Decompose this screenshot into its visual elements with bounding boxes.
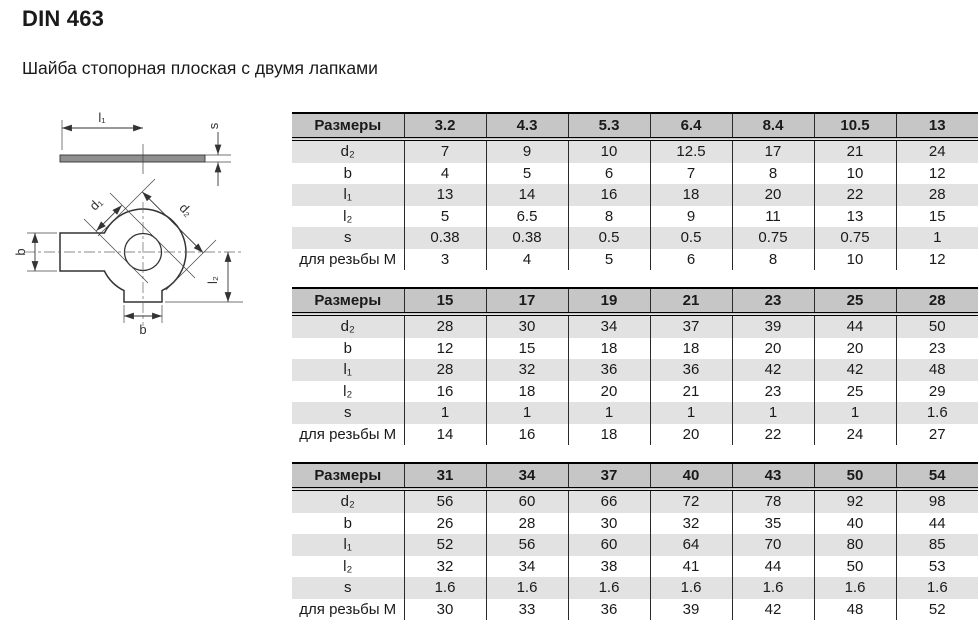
dimension-label: для резьбы М (299, 600, 397, 618)
value-cell: 32 (650, 513, 732, 535)
value-cell: 1.6 (732, 577, 814, 599)
size-column-header: 4.3 (486, 113, 568, 139)
value-cell: 1.6 (568, 577, 650, 599)
value-cell: 23 (896, 338, 978, 360)
value-cell: 28 (896, 184, 978, 206)
value-cell: 42 (814, 359, 896, 381)
dimension-label: l₂ (343, 207, 353, 225)
value-cell: 41 (650, 556, 732, 578)
dim-label-l2: l₂ (205, 276, 220, 284)
value-cell: 0.75 (732, 227, 814, 249)
value-cell: 1.6 (486, 577, 568, 599)
value-cell: 20 (650, 424, 732, 446)
value-cell: 72 (650, 489, 732, 513)
value-cell: 38 (568, 556, 650, 578)
value-cell: 9 (650, 206, 732, 228)
page-title: DIN 463 (22, 6, 105, 31)
dim-label-l1: l₁ (98, 110, 106, 125)
table-row (292, 249, 978, 271)
value-cell: 15 (896, 206, 978, 228)
value-cell: 15 (486, 338, 568, 360)
size-column-header: 17 (486, 288, 568, 314)
value-cell: 1.6 (896, 402, 978, 424)
value-cell: 1 (568, 402, 650, 424)
size-column-header: 10.5 (814, 113, 896, 139)
value-cell: 10 (814, 249, 896, 271)
value-cell: 78 (732, 489, 814, 513)
side-view (60, 110, 231, 186)
value-cell: 53 (896, 556, 978, 578)
dim-label-d2: d₂ (176, 200, 196, 220)
size-column-header: 43 (732, 463, 814, 489)
value-cell: 28 (404, 359, 486, 381)
dimension-label: для резьбы М (299, 425, 397, 443)
value-cell: 1.6 (896, 577, 978, 599)
dim-label-d1: d₁ (86, 194, 106, 214)
size-column-header: 21 (650, 288, 732, 314)
value-cell: 7 (404, 139, 486, 163)
value-cell: 23 (732, 381, 814, 403)
value-cell: 17 (732, 139, 814, 163)
value-cell: 0.38 (486, 227, 568, 249)
value-cell: 12 (896, 249, 978, 271)
dimension-label: l₁ (292, 359, 404, 381)
value-cell: 24 (814, 424, 896, 446)
table-row (292, 314, 978, 338)
value-cell: 14 (486, 184, 568, 206)
table-row (292, 227, 978, 249)
table-row (292, 489, 978, 513)
value-cell: 12 (896, 163, 978, 185)
table-row (292, 599, 978, 621)
spec-tables (292, 112, 979, 637)
value-cell: 1.6 (814, 577, 896, 599)
value-cell: 60 (486, 489, 568, 513)
dimension-label: d₂ (292, 489, 404, 513)
table-row (292, 184, 978, 206)
value-cell: 44 (814, 314, 896, 338)
value-cell: 27 (896, 424, 978, 446)
table-row (292, 338, 978, 360)
value-cell: 12.5 (650, 139, 732, 163)
value-cell: 22 (814, 184, 896, 206)
value-cell: 0.38 (404, 227, 486, 249)
value-cell: 16 (486, 424, 568, 446)
size-column-header: 13 (896, 113, 978, 139)
value-cell: 66 (568, 489, 650, 513)
dimension-label: s (292, 577, 404, 599)
spec-table-3 (292, 462, 978, 620)
value-cell: 48 (896, 359, 978, 381)
value-cell: 6 (650, 249, 732, 271)
value-cell: 1 (896, 227, 978, 249)
value-cell: 30 (404, 599, 486, 621)
table-row (292, 359, 978, 381)
size-column-header: 23 (732, 288, 814, 314)
plan-view (13, 179, 243, 337)
value-cell: 1 (404, 402, 486, 424)
size-column-header: 37 (568, 463, 650, 489)
value-cell: 11 (732, 206, 814, 228)
value-cell: 18 (486, 381, 568, 403)
size-column-header: 28 (896, 288, 978, 314)
value-cell: 56 (404, 489, 486, 513)
size-column-header: 34 (486, 463, 568, 489)
value-cell: 40 (814, 513, 896, 535)
dimension-label: b (343, 514, 352, 532)
value-cell: 13 (814, 206, 896, 228)
value-cell: 6.5 (486, 206, 568, 228)
value-cell: 52 (896, 599, 978, 621)
size-column-header: 8.4 (732, 113, 814, 139)
size-column-header: 3.2 (404, 113, 486, 139)
dimension-label: l₂ (343, 382, 353, 400)
size-column-header: 6.4 (650, 113, 732, 139)
size-column-header: 5.3 (568, 113, 650, 139)
value-cell: 98 (896, 489, 978, 513)
value-cell: 5 (568, 249, 650, 271)
table-row (292, 139, 978, 163)
dimension-label: s (292, 227, 404, 249)
value-cell: 8 (732, 163, 814, 185)
value-cell: 21 (650, 381, 732, 403)
value-cell: 20 (732, 184, 814, 206)
value-cell: 37 (650, 314, 732, 338)
size-column-header: 19 (568, 288, 650, 314)
value-cell: 39 (732, 314, 814, 338)
dimension-label: s (292, 402, 404, 424)
value-cell: 39 (650, 599, 732, 621)
table-row (292, 577, 978, 599)
dimension-label: b (343, 339, 352, 357)
size-column-header: 31 (404, 463, 486, 489)
value-cell: 30 (568, 513, 650, 535)
dim-label-b-bottom: b (139, 322, 147, 337)
value-cell: 9 (486, 139, 568, 163)
value-cell: 48 (814, 599, 896, 621)
value-cell: 1 (814, 402, 896, 424)
table-row (292, 556, 978, 578)
value-cell: 10 (568, 139, 650, 163)
value-cell: 52 (404, 534, 486, 556)
dimensions-header: Размеры (292, 288, 404, 314)
table-row (292, 513, 978, 535)
value-cell: 4 (486, 249, 568, 271)
value-cell: 50 (814, 556, 896, 578)
value-cell: 44 (896, 513, 978, 535)
dimension-label: l₂ (343, 557, 353, 575)
value-cell: 16 (404, 381, 486, 403)
value-cell: 28 (404, 314, 486, 338)
value-cell: 25 (814, 381, 896, 403)
value-cell: 0.5 (650, 227, 732, 249)
value-cell: 1 (732, 402, 814, 424)
value-cell: 64 (650, 534, 732, 556)
value-cell: 5 (404, 206, 486, 228)
value-cell: 36 (568, 359, 650, 381)
washer-technical-drawing (0, 100, 290, 420)
value-cell: 33 (486, 599, 568, 621)
value-cell: 16 (568, 184, 650, 206)
value-cell: 42 (732, 599, 814, 621)
value-cell: 36 (650, 359, 732, 381)
page-subtitle: Шайба стопорная плоская с двумя лапками (22, 58, 378, 78)
dim-label-b-left: b (13, 248, 28, 256)
value-cell: 34 (486, 556, 568, 578)
value-cell: 32 (486, 359, 568, 381)
value-cell: 13 (404, 184, 486, 206)
value-cell: 18 (568, 338, 650, 360)
dimension-label: для резьбы М (299, 250, 397, 268)
value-cell: 8 (568, 206, 650, 228)
table-row (292, 163, 978, 185)
value-cell: 30 (486, 314, 568, 338)
value-cell: 36 (568, 599, 650, 621)
dimension-label: l₁ (292, 184, 404, 206)
spec-table-2 (292, 287, 978, 445)
value-cell: 21 (814, 139, 896, 163)
size-column-header: 15 (404, 288, 486, 314)
spec-table-1 (292, 112, 978, 270)
value-cell: 29 (896, 381, 978, 403)
dimension-label: d₂ (292, 139, 404, 163)
value-cell: 32 (404, 556, 486, 578)
value-cell: 12 (404, 338, 486, 360)
value-cell: 7 (650, 163, 732, 185)
value-cell: 20 (732, 338, 814, 360)
value-cell: 1.6 (404, 577, 486, 599)
table-row (292, 206, 978, 228)
dimension-label: l₁ (292, 534, 404, 556)
dimension-label: b (343, 164, 352, 182)
value-cell: 18 (650, 338, 732, 360)
value-cell: 18 (650, 184, 732, 206)
value-cell: 26 (404, 513, 486, 535)
value-cell: 1 (486, 402, 568, 424)
value-cell: 42 (732, 359, 814, 381)
value-cell: 85 (896, 534, 978, 556)
value-cell: 18 (568, 424, 650, 446)
value-cell: 70 (732, 534, 814, 556)
value-cell: 50 (896, 314, 978, 338)
dimensions-header: Размеры (292, 463, 404, 489)
value-cell: 0.75 (814, 227, 896, 249)
value-cell: 80 (814, 534, 896, 556)
value-cell: 22 (732, 424, 814, 446)
value-cell: 24 (896, 139, 978, 163)
size-column-header: 50 (814, 463, 896, 489)
size-column-header: 25 (814, 288, 896, 314)
value-cell: 8 (732, 249, 814, 271)
value-cell: 20 (568, 381, 650, 403)
value-cell: 60 (568, 534, 650, 556)
value-cell: 20 (814, 338, 896, 360)
value-cell: 10 (814, 163, 896, 185)
value-cell: 3 (404, 249, 486, 271)
value-cell: 4 (404, 163, 486, 185)
value-cell: 5 (486, 163, 568, 185)
value-cell: 44 (732, 556, 814, 578)
value-cell: 0.5 (568, 227, 650, 249)
value-cell: 92 (814, 489, 896, 513)
value-cell: 35 (732, 513, 814, 535)
table-row (292, 402, 978, 424)
value-cell: 6 (568, 163, 650, 185)
value-cell: 56 (486, 534, 568, 556)
value-cell: 28 (486, 513, 568, 535)
dimension-label: d₂ (292, 314, 404, 338)
size-column-header: 54 (896, 463, 978, 489)
value-cell: 1 (650, 402, 732, 424)
value-cell: 1.6 (650, 577, 732, 599)
table-row (292, 381, 978, 403)
value-cell: 34 (568, 314, 650, 338)
table-row (292, 534, 978, 556)
dim-label-s: s (206, 122, 221, 130)
value-cell: 14 (404, 424, 486, 446)
size-column-header: 40 (650, 463, 732, 489)
table-row (292, 424, 978, 446)
dimensions-header: Размеры (292, 113, 404, 139)
